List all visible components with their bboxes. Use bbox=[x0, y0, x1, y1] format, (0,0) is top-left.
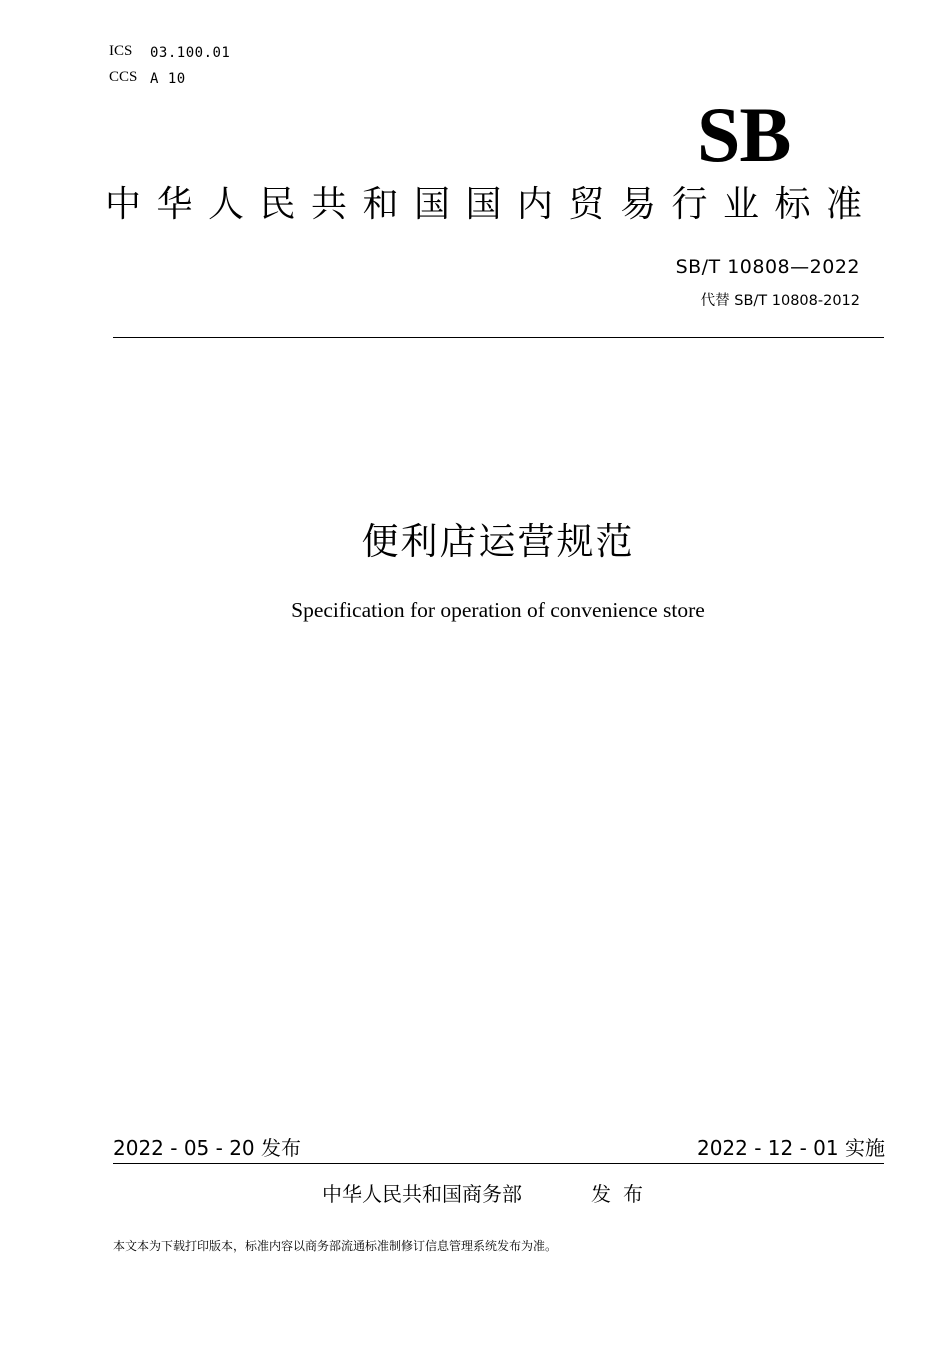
document-title-en: Specification for operation of convenience store bbox=[291, 598, 705, 622]
issue-label: 发布 bbox=[591, 1182, 655, 1206]
ics-label: ICS bbox=[109, 43, 133, 59]
footer-divider bbox=[113, 1163, 884, 1164]
replaces-standard: 代替 SB/T 10808-2012 bbox=[700, 293, 860, 309]
download-footnote: 本文本为下载打印版本，标准内容以商务部流通标准制修订信息管理系统发布为准。 bbox=[113, 1239, 558, 1253]
ics-code: 03.100.01 bbox=[150, 45, 231, 61]
implementation-date: 2022 - 12 - 01 实施 bbox=[696, 1136, 885, 1160]
issue-date: 2022 - 05 - 20 发布 bbox=[113, 1136, 302, 1160]
ccs-code: A 10 bbox=[150, 71, 186, 87]
header-divider bbox=[113, 337, 884, 338]
standard-number: SB/T 10808—2022 bbox=[675, 256, 860, 278]
issuing-authority: 中华人民共和国商务部 bbox=[322, 1182, 522, 1206]
standard-category-title: 中华人民共和国国内贸易行业标准 bbox=[105, 184, 878, 225]
document-title-cn: 便利店运营规范 bbox=[361, 520, 635, 563]
sb-logo: SB bbox=[697, 91, 791, 178]
ccs-label: CCS bbox=[109, 69, 138, 85]
